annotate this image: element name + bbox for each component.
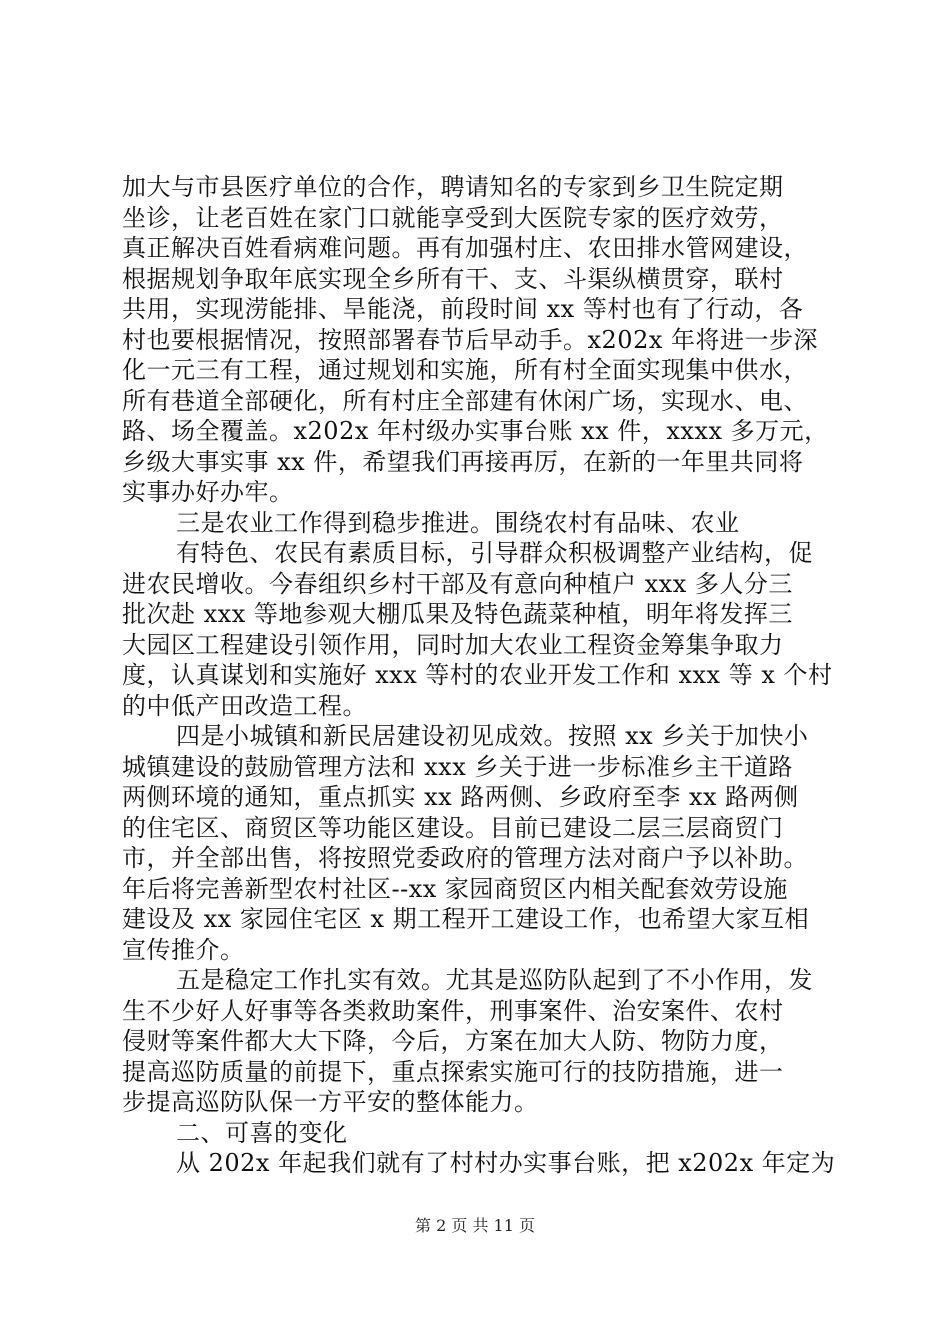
body-line: 侵财等案件都大大下降，今后，方案在加大人防、物防力度， xyxy=(122,1027,784,1055)
body-line: 两侧环境的通知，重点抓实 xx 路两侧、乡政府至李 xx 路两侧 xyxy=(122,783,799,811)
body-line: 所有巷道全部硬化，所有村庄全部建有休闲广场，实现水、电、 xyxy=(122,386,808,415)
section-heading: 二、可喜的变化 xyxy=(176,1118,348,1147)
page-footer: 第 2 页 共 11 页 xyxy=(415,1216,535,1235)
body-line: 大园区工程建设引领作用，同时加大农业工程资金筹集争取力 xyxy=(122,630,784,659)
body-line: 路、场全覆盖。x202x 年村级办实事台账 xx 件，xxxx 多万元， xyxy=(122,417,829,445)
body-line: 化一元三有工程，通过规划和实施，所有村全面实现集中供水， xyxy=(122,356,808,384)
body-line: 的住宅区、商贸区等功能区建设。目前已建设二层三层商贸门 xyxy=(122,813,784,842)
body-line: 进农民增收。今春组织乡村干部及有意向种植户 xxx 多人分三 xyxy=(122,569,793,598)
body-line: 年后将完善新型农村社区--xx 家园商贸区内相关配套效劳设施 xyxy=(122,874,788,903)
paragraph-lead-line: 四是小城镇和新民居建设初见成效。按照 xx 乡关于加快小 xyxy=(176,722,809,750)
body-line: 度，认真谋划和实施好 xxx 等村的农业开发工作和 xxx 等 x 个村 xyxy=(122,661,833,689)
body-line: 实事办好办牢。 xyxy=(122,478,294,506)
body-line: 坐诊，让老百姓在家门口就能享受到大医院专家的医疗效劳， xyxy=(122,203,784,232)
body-line: 有特色、农民有素质目标，引导群众积极调整产业结构，促 xyxy=(176,539,813,567)
body-line: 的中低产田改造工程。 xyxy=(122,691,367,720)
body-line: 步提高巡防队保一方平安的整体能力。 xyxy=(122,1088,539,1116)
body-line: 村也要根据情况，按照部署春节后早动手。x202x 年将进一步深 xyxy=(122,325,819,354)
paragraph-lead-line: 五是稳定工作扎实有效。尤其是巡防队起到了不小作用，发 xyxy=(176,966,813,994)
body-line: 提高巡防质量的前提下，重点探索实施可行的技防措施，进一 xyxy=(122,1057,784,1086)
body-line: 真正解决百姓看病难问题。再有加强村庄、农田排水管网建设， xyxy=(122,234,808,262)
body-line: 加大与市县医疗单位的合作，聘请知名的专家到乡卫生院定期 xyxy=(122,173,784,201)
body-line: 市，并全部出售，将按照党委政府的管理方法对商户予以补助。 xyxy=(122,844,808,872)
body-line: 建设及 xx 家园住宅区 x 期工程开工建设工作，也希望大家互相 xyxy=(122,905,810,933)
body-line: 根据规划争取年底实现全乡所有干、支、斗渠纵横贯穿，联村 xyxy=(122,264,784,293)
paragraph-lead-line: 三是农业工作得到稳步推进。围绕农村有品味、农业 xyxy=(176,508,740,537)
body-line: 乡级大事实事 xx 件，希望我们再接再厉，在新的一年里共同将 xyxy=(122,447,804,476)
paragraph-lead-line: 从 202x 年起我们就有了村村办实事台账，把 x202x 年定为 xyxy=(176,1149,836,1177)
body-line: 城镇建设的鼓励管理方法和 xxx 乡关于进一步标准乡主干道路 xyxy=(122,752,793,781)
body-line: 共用，实现涝能排、旱能浇，前段时间 xx 等村也有了行动，各 xyxy=(122,295,804,323)
body-line: 生不少好人好事等各类救助案件，刑事案件、治安案件、农村 xyxy=(122,996,784,1025)
body-line: 宣传推介。 xyxy=(122,935,245,964)
body-line: 批次赴 xxx 等地参观大棚瓜果及特色蔬菜种植，明年将发挥三 xyxy=(122,600,793,628)
